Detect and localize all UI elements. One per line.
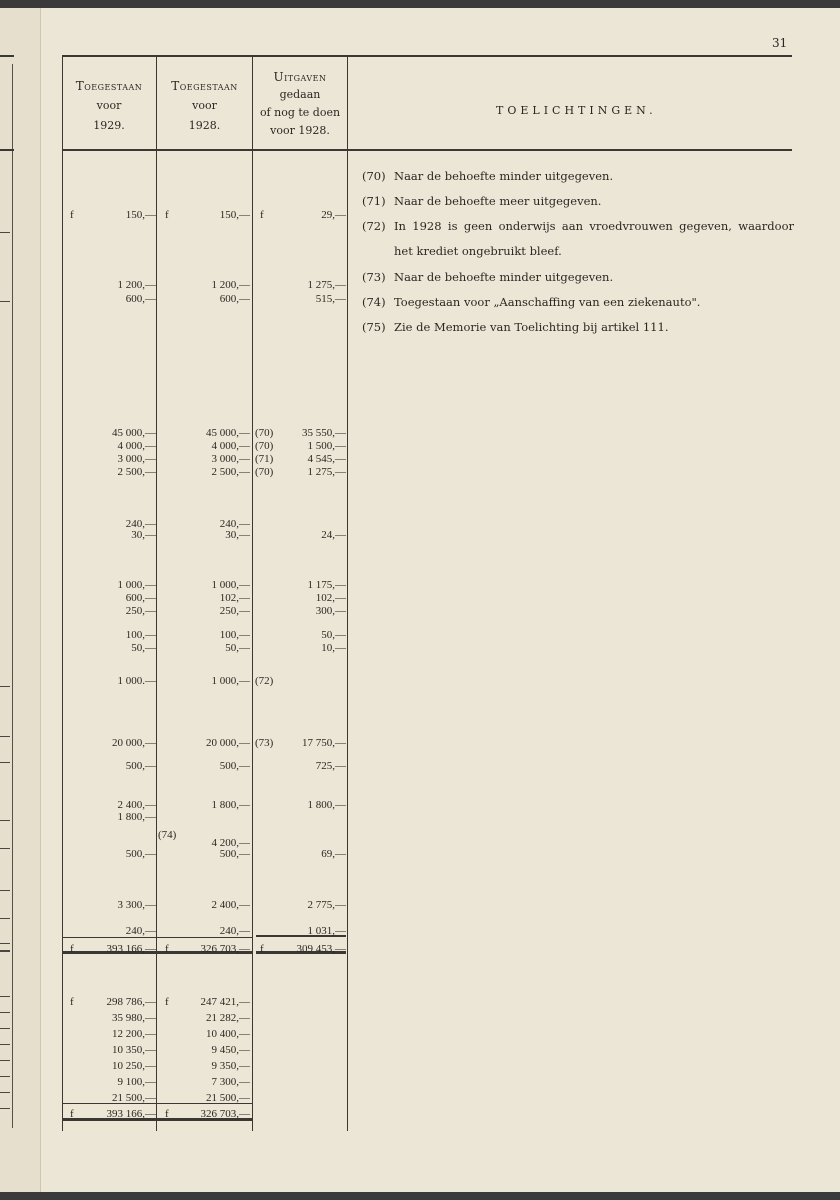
cell-1928: 247 421,— xyxy=(200,996,250,1008)
florin-sign: f xyxy=(165,943,169,955)
note-number: (70) xyxy=(362,169,386,183)
cell-1929: 2 500,— xyxy=(117,466,156,478)
cell-1929: 240,— xyxy=(125,518,156,530)
cell-1928: 250,— xyxy=(219,605,250,617)
cell-uitgaven: 1 275,— xyxy=(307,466,346,478)
note-reference: (70) xyxy=(255,427,274,439)
cell-uitgaven: 102,— xyxy=(315,592,346,604)
cell-1928: 4 000,— xyxy=(211,440,250,452)
cell-1928: 4 200,— xyxy=(211,837,250,849)
left-page-rule xyxy=(12,64,13,1128)
header-col-1929 xyxy=(62,76,156,136)
note-reference: (72) xyxy=(255,675,274,687)
left-tick xyxy=(0,1092,10,1093)
cell-1929: 2 400,— xyxy=(117,799,156,811)
cell-1928: 2 400,— xyxy=(211,899,250,911)
cell-1928: 240,— xyxy=(219,518,250,530)
cell-1929: 9 100,— xyxy=(117,1076,156,1088)
cell-uitgaven: 300,— xyxy=(315,605,346,617)
cell-1929: 50,— xyxy=(131,642,156,654)
left-tick xyxy=(0,918,10,919)
cell-1929: 3 000,— xyxy=(117,453,156,465)
cell-1928: 9 450,— xyxy=(211,1044,250,1056)
cell-1929: 150,— xyxy=(125,209,156,221)
note-text: In 1928 is geen onderwijs aan vroedvrouwen gegeven, waardoor het krediet ongebruikt bleef. xyxy=(394,219,794,258)
left-tick xyxy=(0,1060,10,1061)
cell-1929: 10 250,— xyxy=(112,1060,156,1072)
cell-1928: 150,— xyxy=(219,209,250,221)
header-col3-line3: of nog te doen xyxy=(259,106,341,119)
cell-uitgaven: 2 775,— xyxy=(307,899,346,911)
florin-sign: f xyxy=(165,996,169,1008)
cell-uitgaven: 1 031,— xyxy=(307,925,346,937)
cell-uitgaven: 515,— xyxy=(315,293,346,305)
note-text: Zie de Memorie van Toelichting bij artikel 111. xyxy=(394,320,669,334)
note-reference: (70) xyxy=(255,466,274,478)
column-rule-0 xyxy=(62,55,63,1131)
cell-1929: 1 800,— xyxy=(117,811,156,823)
total2-1928: 326 703,— xyxy=(200,1108,250,1120)
cell-1928: 1 000,— xyxy=(211,579,250,591)
cell-1929: 1 000.— xyxy=(117,675,156,687)
cell-1929: 1 200,— xyxy=(117,279,156,291)
column-rule-1 xyxy=(156,55,157,1131)
florin-sign: f xyxy=(165,209,169,221)
page-number: 31 xyxy=(772,36,788,50)
cell-1928: 9 350,— xyxy=(211,1060,250,1072)
cell-1929: 240,— xyxy=(125,925,156,937)
header-col1-line3: 1929. xyxy=(93,119,125,132)
left-tick xyxy=(0,762,10,763)
header-col-uitgaven xyxy=(253,68,347,140)
document-page xyxy=(0,8,840,1192)
left-tick xyxy=(0,890,10,891)
cell-1929: 10 350,— xyxy=(112,1044,156,1056)
left-page-header-rule xyxy=(0,149,14,151)
cell-1928: 100,— xyxy=(219,629,250,641)
cell-uitgaven: 24,— xyxy=(321,529,346,541)
cell-1929: 600,— xyxy=(125,293,156,305)
note-number: (72) xyxy=(362,219,386,233)
florin-sign: f xyxy=(260,209,264,221)
florin-sign: f xyxy=(165,1108,169,1120)
column-rule-2 xyxy=(252,55,253,1131)
top-rule xyxy=(62,55,792,57)
header-col2-line3: 1928. xyxy=(188,119,221,132)
total-1929: 393 166,— xyxy=(106,943,156,955)
note-text: Naar de behoefte meer uitgegeven. xyxy=(394,194,602,208)
notes-title: TOELICHTINGEN. xyxy=(496,104,657,117)
left-tick xyxy=(0,301,10,302)
note-item xyxy=(362,315,802,340)
florin-sign: f xyxy=(70,996,74,1008)
note-item xyxy=(362,189,802,214)
note-reference: (71) xyxy=(255,453,274,465)
note-number: (74) xyxy=(362,295,386,309)
note-text: Naar de behoefte minder uitgegeven. xyxy=(394,270,614,284)
left-tick xyxy=(0,996,10,997)
cell-1928: 21 500,— xyxy=(206,1092,250,1104)
cell-1928: 1 800,— xyxy=(211,799,250,811)
cell-1928: 500,— xyxy=(219,848,250,860)
cell-uitgaven: 1 800,— xyxy=(307,799,346,811)
cell-1929: 1 000,— xyxy=(117,579,156,591)
cell-1929: 298 786,— xyxy=(106,996,156,1008)
note-text: Toegestaan voor „Aanschaffing van een ziekenauto". xyxy=(394,295,701,309)
left-tick xyxy=(0,820,10,821)
left-page-top-rule xyxy=(0,55,14,57)
header-col-1928 xyxy=(157,76,252,136)
cell-uitgaven: 69,— xyxy=(321,848,346,860)
header-col3-line2: gedaan xyxy=(279,88,321,101)
florin-sign: f xyxy=(70,943,74,955)
total1-rule-c2 xyxy=(157,937,252,938)
cell-1928: 10 400,— xyxy=(206,1028,250,1040)
left-tick xyxy=(0,950,10,952)
total2-1929: 393 166,— xyxy=(106,1108,156,1120)
cell-1929: 600,— xyxy=(125,592,156,604)
note-text: Naar de behoefte minder uitgegeven. xyxy=(394,169,614,183)
cell-1928: 240,— xyxy=(219,925,250,937)
cell-1929: 500,— xyxy=(125,848,156,860)
total-uitgaven: 309 453,— xyxy=(296,943,346,955)
cell-1929: 3 300,— xyxy=(117,899,156,911)
note-item xyxy=(362,290,802,315)
left-tick xyxy=(0,736,10,737)
cell-uitgaven: 1 275,— xyxy=(307,279,346,291)
cell-1928: 600,— xyxy=(219,293,250,305)
cell-1928: 30,— xyxy=(225,529,250,541)
cell-1928: 50,— xyxy=(225,642,250,654)
cell-1928: 7 300,— xyxy=(211,1076,250,1088)
note-item xyxy=(362,265,802,290)
header-rule xyxy=(62,149,792,151)
left-tick xyxy=(0,848,10,849)
cell-1929: 35 980,— xyxy=(112,1012,156,1024)
cell-1928: 3 000,— xyxy=(211,453,250,465)
cell-uitgaven: 29,— xyxy=(321,209,346,221)
cell-1929: 12 200,— xyxy=(112,1028,156,1040)
cell-1928: 1 200,— xyxy=(211,279,250,291)
page-fold xyxy=(0,8,41,1192)
left-tick xyxy=(0,1044,10,1045)
cell-1929: 21 500,— xyxy=(112,1092,156,1104)
florin-sign: f xyxy=(70,209,74,221)
note-reference: (70) xyxy=(255,440,274,452)
cell-1928: 102,— xyxy=(219,592,250,604)
note-item xyxy=(362,164,802,189)
cell-1928: 1 000,— xyxy=(211,675,250,687)
cell-uitgaven: 4 545,— xyxy=(307,453,346,465)
left-tick xyxy=(0,1076,10,1077)
cell-1928: 21 282,— xyxy=(206,1012,250,1024)
header-col1-line1: Toegestaan xyxy=(75,79,143,93)
left-tick xyxy=(0,1028,10,1029)
cell-1929: 45 000,— xyxy=(112,427,156,439)
note-item xyxy=(362,214,802,264)
cell-uitgaven: 17 750,— xyxy=(302,737,346,749)
cell-1929: 20 000,— xyxy=(112,737,156,749)
column-rule-3 xyxy=(347,55,348,1131)
cell-1928: 45 000,— xyxy=(206,427,250,439)
note-number: (73) xyxy=(362,270,386,284)
note-reference: (74) xyxy=(158,829,177,841)
cell-1929: 4 000,— xyxy=(117,440,156,452)
header-col2-line1: Toegestaan xyxy=(171,79,238,93)
left-tick xyxy=(0,686,10,687)
florin-sign: f xyxy=(260,943,264,955)
total1-rule-c1 xyxy=(62,937,156,938)
cell-uitgaven: 50,— xyxy=(321,629,346,641)
left-tick xyxy=(0,232,10,233)
cell-1929: 500,— xyxy=(125,760,156,772)
cell-1928: 2 500,— xyxy=(211,466,250,478)
left-tick xyxy=(0,1108,10,1109)
cell-uitgaven: 1 175,— xyxy=(307,579,346,591)
left-tick xyxy=(0,943,10,944)
cell-uitgaven: 10,— xyxy=(321,642,346,654)
note-number: (75) xyxy=(362,320,386,334)
cell-1929: 250,— xyxy=(125,605,156,617)
cell-uitgaven: 35 550,— xyxy=(302,427,346,439)
total-1928: 326 703,— xyxy=(200,943,250,955)
cell-1929: 30,— xyxy=(131,529,156,541)
cell-1928: 20 000,— xyxy=(206,737,250,749)
header-col3-line1: Uitgaven xyxy=(273,70,327,84)
note-reference: (73) xyxy=(255,737,274,749)
cell-uitgaven: 725,— xyxy=(315,760,346,772)
cell-uitgaven: 1 500,— xyxy=(307,440,346,452)
header-col3-line4: voor 1928. xyxy=(270,124,330,137)
cell-1928: 500,— xyxy=(219,760,250,772)
left-tick xyxy=(0,1012,10,1013)
note-number: (71) xyxy=(362,194,386,208)
header-col2-line2: voor xyxy=(192,99,217,112)
florin-sign: f xyxy=(70,1108,74,1120)
cell-1929: 100,— xyxy=(125,629,156,641)
header-col1-line2: voor xyxy=(96,99,122,112)
